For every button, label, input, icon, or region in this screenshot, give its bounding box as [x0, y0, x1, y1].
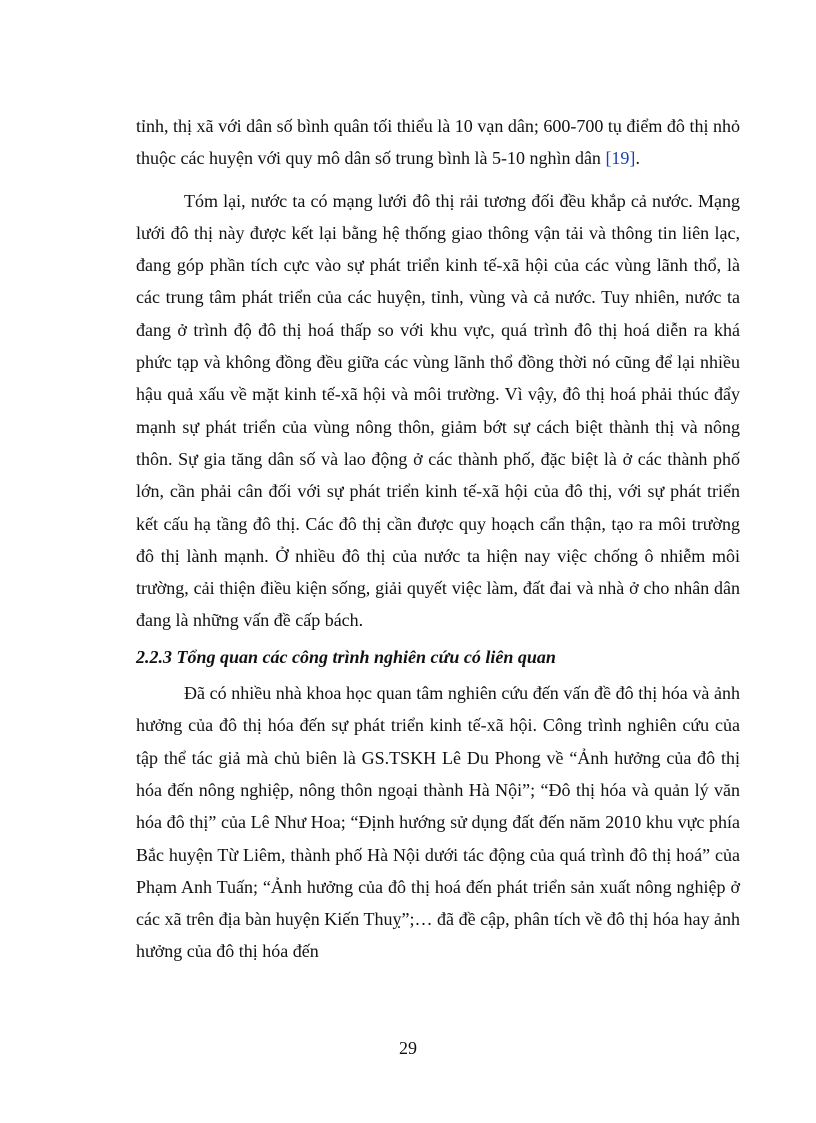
section-heading: 2.2.3 Tổng quan các công trình nghiên cứu có liên quan — [136, 646, 556, 667]
page-number: 29 — [399, 1038, 417, 1058]
paragraph-related-research: Đã có nhiều nhà khoa học quan tâm nghiên cứu đến vấn đề đô thị hóa và ảnh hưởng của đô thị hóa đến sự phát triển kinh tế-xã hội. Công trình nghiên cứu của tập thể tác giả mà chủ biên là GS.TSKH Lê Du Phong về “Ảnh hưởng của đô thị hóa đến nông nghiệp, nông thôn ngoại thành Hà Nội”; “Đô thị hóa và quản lý văn hóa đô thị” của Lê Như Hoa; “Định hướng sử dụng đất đến năm 2010 khu vực phía Bắc huyện Từ Liêm, thành phố Hà Nội dưới tác động của quá trình đô thị hoá” của Phạm Anh Tuấn; “Ảnh hưởng của đô thị hoá đến phát triển sản xuất nông nghiệp ở các xã trên địa bàn huyện Kiến Thuỵ”;… đã đề cập, phân tích về đô thị hóa hay ảnh hưởng của đô thị hóa đến — [136, 683, 740, 962]
paragraph-summary: Tóm lại, nước ta có mạng lưới đô thị rải tương đối đều khắp cả nước. Mạng lưới đô thị này được kết lại bằng hệ thống giao thông vận tải và thông tin liên lạc, đang góp phần tích cực vào sự phát triển kinh tế-xã hội của các vùng lãnh thổ, là các trung tâm phát triển của các huyện, tỉnh, vùng và cả nước. Tuy nhiên, nước ta đang ở trình độ đô thị hoá thấp so với khu vực, quá trình đô thị hoá diễn ra khá phức tạp và không đồng đều giữa các vùng lãnh thổ đồng thời nó cũng để lại nhiều hậu quả xấu về mặt kinh tế-xã hội và môi trường. Vì vậy, đô thị hoá phải thúc đẩy mạnh sự phát triển của vùng nông thôn, giảm bớt sự cách biệt thành thị và nông thôn. Sự gia tăng dân số và lao động ở các thành phố, đặc biệt là ở các thành phố lớn, cần phải cân đối với sự phát triển kinh tế-xã hội của đô thị, với sự phát triển kết cấu hạ tầng đô thị. Các đô thị cần được quy hoạch cẩn thận, tạo ra môi trường đô thị lành mạnh. Ở nhiều đô thị của nước ta hiện nay việc chống ô nhiễm môi trường, cải thiện điều kiện sống, giải quyết việc làm, đất đai và nhà ở cho nhân dân đang là những vấn đề cấp bách. — [136, 190, 740, 631]
paragraph-continuation — [136, 110, 740, 175]
paragraph-continuation-end: . — [635, 148, 640, 169]
paragraph-continuation-text: tỉnh, thị xã với dân số bình quân tối thiểu là 10 vạn dân; 600-700 tụ điểm đô thị nhỏ thuộc các huyện với quy mô dân số trung bình là 5-10 nghìn dân — [136, 116, 740, 169]
citation-link[interactable]: [19] — [605, 148, 636, 169]
document-body — [136, 110, 740, 968]
paragraph-gap — [136, 175, 740, 185]
